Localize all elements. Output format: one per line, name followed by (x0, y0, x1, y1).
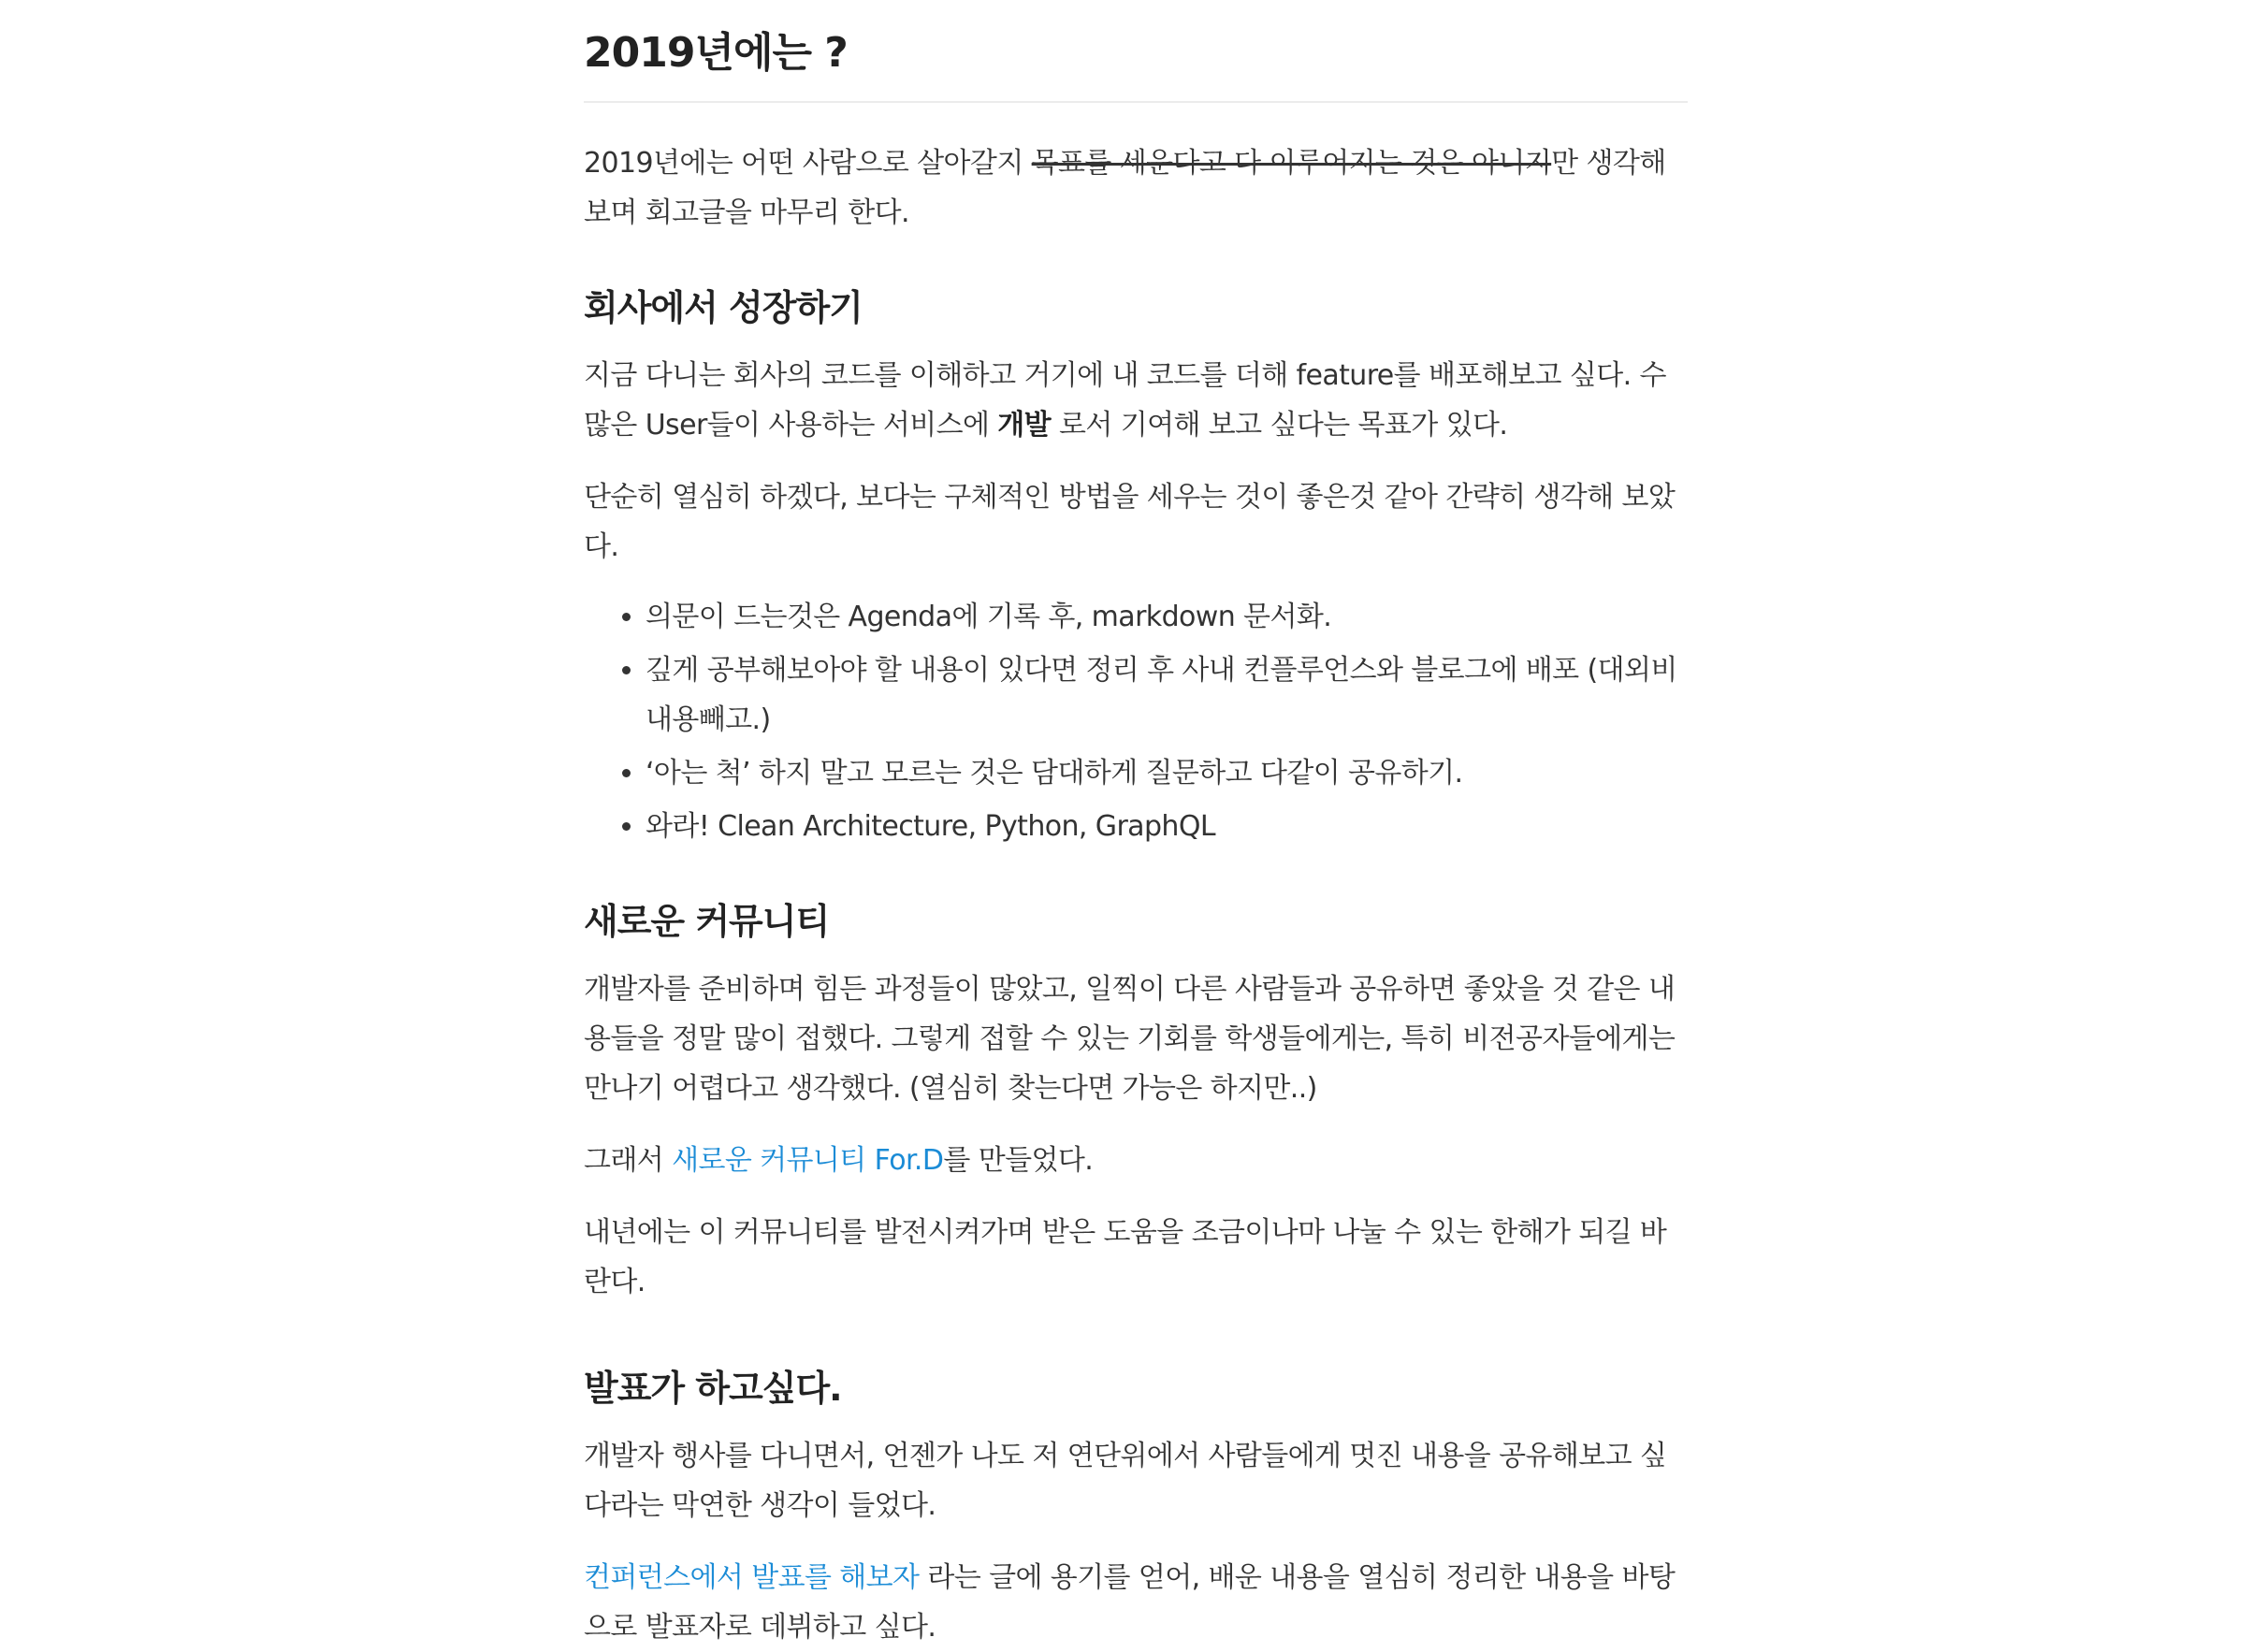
growth-text-before: 지금 다니는 회사의 코드를 이해하고 거기에 내 코드를 더해 feature를 배포해보고 싶다. 수많은 User들이 사용하는 서비스에 (584, 359, 1666, 442)
list-item: • 와라! Clean Architecture, Python, GraphQL (646, 802, 1688, 851)
community-paragraph-3: 내년에는 이 커뮤니티를 발전시켜가며 받은 도움을 조금이나마 나눌 수 있는 한해가 되길 바란다. (584, 1216, 1667, 1298)
list-item: • ‘아는 척’ 하지 말고 모르는 것은 담대하게 질문하고 다같이 공유하기. (646, 748, 1688, 798)
section-title-2019: 2019년에는 ? (584, 0, 1688, 103)
presentation-text-after: 라는 글에 용기를 얻어, 배운 내용을 열심히 정리한 내용을 바탕으로 발표자로 데뷔하고 싶다. (584, 1561, 1676, 1644)
intro-strikethrough-text: 목표를 세운다고 다 이루어지는 것은 아니지 (1031, 147, 1552, 180)
growth-paragraph-2: 단순히 열심히 하겠다, 보다는 구체적인 방법을 세우는 것이 좋은것 같아 간략히 생각해 보았다. (584, 481, 1676, 563)
presentation-paragraph-1: 개발자 행사를 다니면서, 언젠가 나도 저 연단위에서 사람들에게 멋진 내용을 공유해보고 싶다라는 막연한 생각이 들었다. (584, 1440, 1667, 1522)
growth-plan-list (584, 592, 1688, 851)
community-text-after: 를 만들었다. (943, 1144, 1094, 1177)
heading-new-community: 새로운 커뮤니티 (584, 901, 830, 942)
intro-text-after: 만 생각해보며 회고글을 마무리 한다. (584, 147, 1666, 229)
intro-text-before: 2019년에는 어떤 사람으로 살아갈지 (584, 147, 1032, 180)
intro-paragraph (584, 138, 1688, 238)
list-item: • 깊게 공부해보아야 할 내용이 있다면 정리 후 사내 컨플루언스와 블로그에 배포 (대외비 내용빼고.) (646, 645, 1688, 745)
community-text-before: 그래서 (584, 1144, 673, 1177)
community-ford-link[interactable]: 새로운 커뮤니티 For.D (672, 1144, 944, 1177)
heading-presentation: 발표가 하고싶다. (584, 1368, 842, 1409)
community-paragraph-1: 개발자를 준비하며 힘든 과정들이 많았고, 일찍이 다른 사람들과 공유하면 좋았을 것 같은 내용들을 정말 많이 접했다. 그렇게 접할 수 있는 기회를 학생들에게는, 특히 비전공자들에게는 만나기 어렵다고 생각했다. (열심히 찾는다면 가능은 하지만..) (584, 973, 1676, 1105)
growth-text-after: 로서 기여해 보고 싶다는 목표가 있다. (1051, 409, 1508, 442)
community-paragraph-2 (584, 1136, 1688, 1185)
blog-article (584, 0, 1688, 1652)
conference-article-link[interactable]: 컨퍼런스에서 발표를 해보자 (584, 1561, 920, 1594)
presentation-paragraph-2 (584, 1553, 1688, 1652)
growth-bold-text: 개발 (997, 409, 1052, 442)
growth-paragraph-1 (584, 351, 1688, 450)
heading-company-growth: 회사에서 성장하기 (584, 287, 863, 328)
list-item: • 의문이 드는것은 Agenda에 기록 후, markdown 문서화. (646, 592, 1688, 642)
